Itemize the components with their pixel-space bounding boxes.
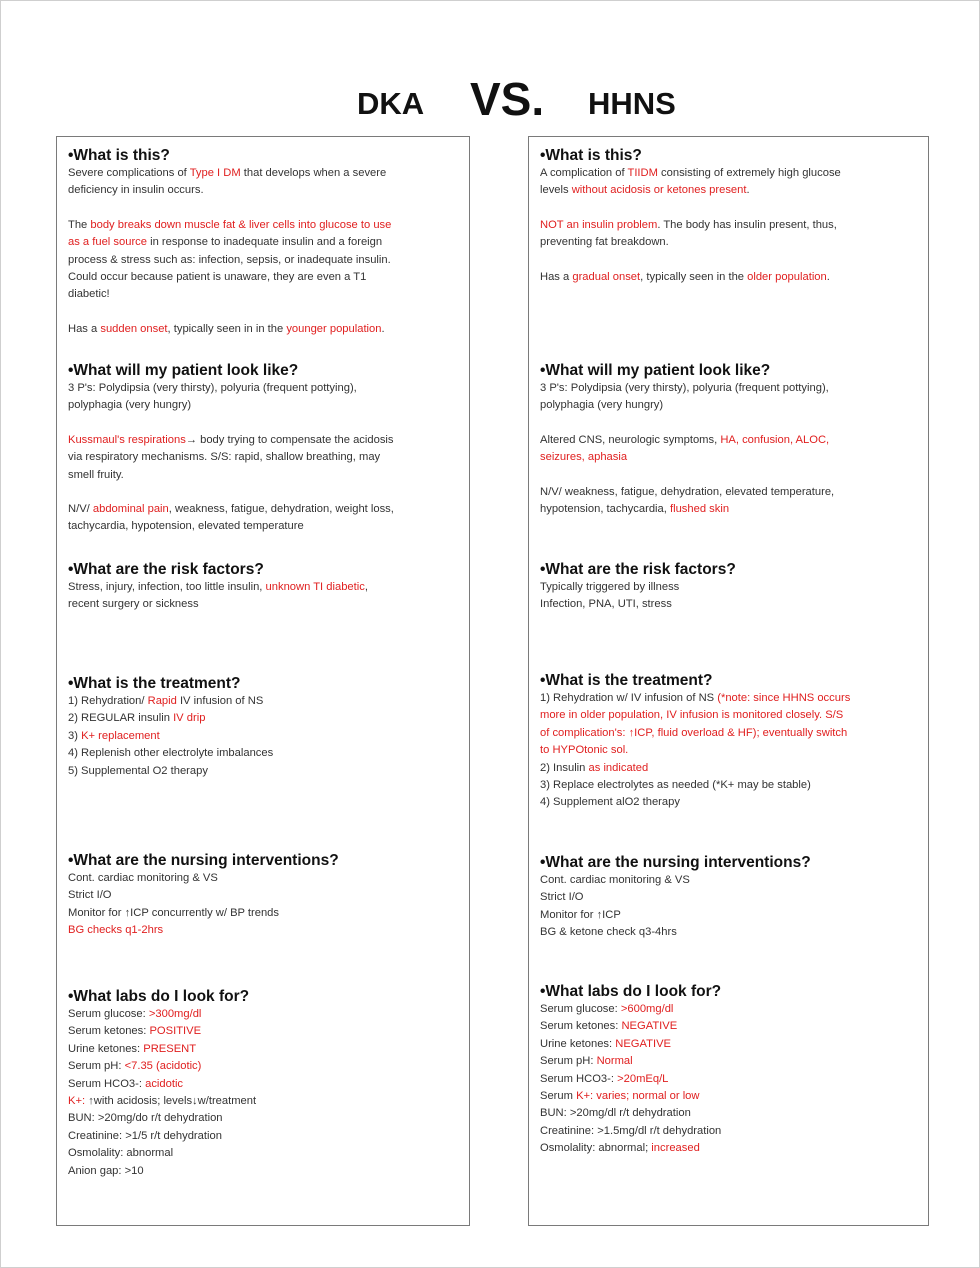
dka-nursing-section [68, 851, 463, 940]
hhns-look-line: Altered CNS, neurologic symptoms, HA, confusion, ALOC, [540, 433, 830, 446]
hhns-what-section [540, 146, 922, 286]
lab-row: K+: ↑with acidosis; levels↓w/treatment [68, 1095, 257, 1108]
hhns-look-line: polyphagia (very hungry) [540, 399, 664, 412]
lab-row: BUN: >20mg/do r/t dehydration [68, 1112, 223, 1125]
dka-what-line: Severe complications of Type I DM that develops when a severe [68, 167, 387, 179]
hhns-what-line: levels without acidosis or ketones present. [540, 184, 750, 197]
hhns-nursing-line: BG & ketone check q3-4hrs [540, 926, 677, 939]
dka-treatment-line: 5) Supplemental O2 therapy [68, 764, 208, 777]
dka-nursing-line: Cont. cardiac monitoring & VS [68, 872, 218, 884]
dka-labs-heading: •What labs do I look for? [68, 988, 250, 1005]
hhns-look-line: seizures, aphasia [540, 451, 628, 464]
hhns-nursing-heading: •What are the nursing interventions? [540, 854, 811, 871]
hhns-treatment-section [540, 671, 922, 812]
dka-look-line: Kussmaul's respirations→ body trying to compensate the acidosis [68, 433, 394, 446]
lab-row: Serum HCO3-: acidotic [68, 1077, 184, 1090]
lab-row: Serum HCO3-: >20mEq/L [540, 1072, 669, 1085]
dka-what-line: diabetic! [68, 288, 110, 301]
lab-row: Creatinine: >1.5mg/dl r/t dehydration [540, 1124, 722, 1137]
dka-risk-line: Stress, injury, infection, too little insulin, unknown TI diabetic, [68, 581, 368, 593]
hhns-look-line: N/V/ weakness, fatigue, dehydration, elevated temperature, [540, 485, 835, 498]
dka-what-section [68, 146, 463, 338]
lab-row: Serum pH: <7.35 (acidotic) [68, 1060, 202, 1073]
hhns-risk-line: Typically triggered by illness [540, 581, 680, 593]
hhns-nursing-line: Strict I/O [540, 891, 584, 904]
title-vs: VS. [470, 73, 545, 125]
hhns-treatment-line: 2) Insulin as indicated [540, 761, 649, 774]
lab-row: Serum ketones: NEGATIVE [540, 1020, 678, 1033]
lab-row: BUN: >20mg/dl r/t dehydration [540, 1107, 691, 1120]
dka-risk-heading: •What are the risk factors? [68, 561, 264, 578]
title-dka: DKA [357, 86, 425, 121]
hhns-risk-line: Infection, PNA, UTI, stress [540, 598, 672, 611]
dka-treatment-line: 3) K+ replacement [68, 729, 160, 742]
dka-what-line: Has a sudden onset, typically seen in in the younger population. [68, 322, 385, 335]
dka-look-line: polyphagia (very hungry) [68, 399, 192, 412]
hhns-look-line: hypotension, tachycardia, flushed skin [540, 503, 730, 516]
dka-look-line: tachycardia, hypotension, elevated temperature [68, 520, 304, 533]
dka-nursing-line: Strict I/O [68, 889, 112, 902]
hhns-nursing-line: Monitor for ↑ICP [540, 908, 621, 921]
hhns-labs-heading: •What labs do I look for? [540, 983, 722, 1000]
page-title [0, 72, 980, 132]
dka-treatment-line: 2) REGULAR insulin IV drip [68, 712, 206, 725]
hhns-treatment-line: to HYPOtonic sol. [540, 744, 629, 757]
hhns-risk-heading: •What are the risk factors? [540, 561, 736, 578]
hhns-column [528, 136, 929, 1226]
lab-row: Creatinine: >1/5 r/t dehydration [68, 1129, 222, 1142]
dka-treatment-section [68, 674, 463, 780]
dka-look-line: N/V/ abdominal pain, weakness, fatigue, dehydration, weight loss, [68, 503, 394, 516]
hhns-what-heading: •What is this? [540, 147, 642, 164]
dka-what-line: The body breaks down muscle fat & liver cells into glucose to use [68, 218, 392, 231]
hhns-treatment-line: 1) Rehydration w/ IV infusion of NS (*note: since HHNS occurs [540, 692, 851, 704]
dka-what-line: Could occur because patient is unaware, they are even a T1 [68, 271, 367, 284]
dka-what-line: as a fuel source in response to inadequate insulin and a foreign [68, 236, 383, 249]
dka-nursing-heading: •What are the nursing interventions? [68, 852, 339, 869]
hhns-treatment-heading: •What is the treatment? [540, 672, 713, 689]
dka-look-line: 3 P's: Polydipsia (very thirsty), polyuria (frequent pottying), [68, 382, 357, 394]
title-hhns: HHNS [588, 86, 676, 121]
lab-row: Serum glucose: >600mg/dl [540, 1003, 674, 1015]
hhns-risk-section [540, 560, 922, 614]
hhns-look-heading: •What will my patient look like? [540, 362, 771, 379]
dka-risk-line: recent surgery or sickness [68, 598, 199, 611]
dka-nursing-line: Monitor for ↑ICP concurrently w/ BP trends [68, 906, 279, 919]
dka-what-line: deficiency in insulin occurs. [68, 184, 204, 197]
dka-treatment-heading: •What is the treatment? [68, 675, 241, 692]
hhns-what-line: NOT an insulin problem. The body has insulin present, thus, [540, 218, 837, 231]
hhns-look-section [540, 361, 922, 518]
hhns-treatment-line: 4) Supplement alO2 therapy [540, 796, 680, 809]
dka-column [56, 136, 470, 1226]
dka-what-heading: •What is this? [68, 147, 170, 164]
hhns-treatment-line: more in older population, IV infusion is monitored closely. S/S [540, 709, 844, 722]
lab-row: Urine ketones: PRESENT [68, 1042, 197, 1055]
dka-look-heading: •What will my patient look like? [68, 362, 299, 379]
lab-row: Urine ketones: NEGATIVE [540, 1037, 671, 1050]
lab-row: Osmolality: abnormal; increased [540, 1142, 700, 1155]
dka-treatment-line: 4) Replenish other electrolyte imbalances [68, 747, 274, 760]
lab-row: Serum glucose: >300mg/dl [68, 1008, 202, 1020]
lab-row: Anion gap: >10 [68, 1164, 144, 1177]
lab-row: Serum pH: Normal [540, 1055, 633, 1068]
lab-row: Serum ketones: POSITIVE [68, 1025, 202, 1038]
dka-look-line: via respiratory mechanisms. S/S: rapid, shallow breathing, may [68, 451, 381, 464]
hhns-treatment-line: of complication's: ↑ICP, fluid overload & HF); eventually switch [540, 726, 848, 739]
hhns-what-line: Has a gradual onset, typically seen in the older population. [540, 270, 830, 283]
dka-labs-section [68, 987, 463, 1180]
dka-risk-section [68, 560, 463, 614]
dka-nursing-line: BG checks q1-2hrs [68, 924, 164, 937]
hhns-what-line: preventing fat breakdown. [540, 236, 669, 249]
dka-look-section [68, 361, 463, 536]
dka-look-line: smell fruity. [68, 468, 124, 481]
hhns-treatment-line: 3) Replace electrolytes as needed (*K+ may be stable) [540, 779, 811, 792]
dka-treatment-line: 1) Rehydration/ Rapid IV infusion of NS [68, 695, 264, 707]
lab-row: Serum K+: varies; normal or low [540, 1090, 700, 1103]
dka-what-line: process & stress such as: infection, sepsis, or inadequate insulin. [68, 253, 391, 266]
hhns-look-line: 3 P's: Polydipsia (very thirsty), polyuria (frequent pottying), [540, 382, 829, 394]
hhns-nursing-section [540, 853, 922, 942]
hhns-labs-section [540, 982, 922, 1158]
hhns-what-line: A complication of TIIDM consisting of extremely high glucose [540, 167, 841, 179]
hhns-nursing-line: Cont. cardiac monitoring & VS [540, 874, 690, 886]
lab-row: Osmolality: abnormal [68, 1147, 174, 1160]
